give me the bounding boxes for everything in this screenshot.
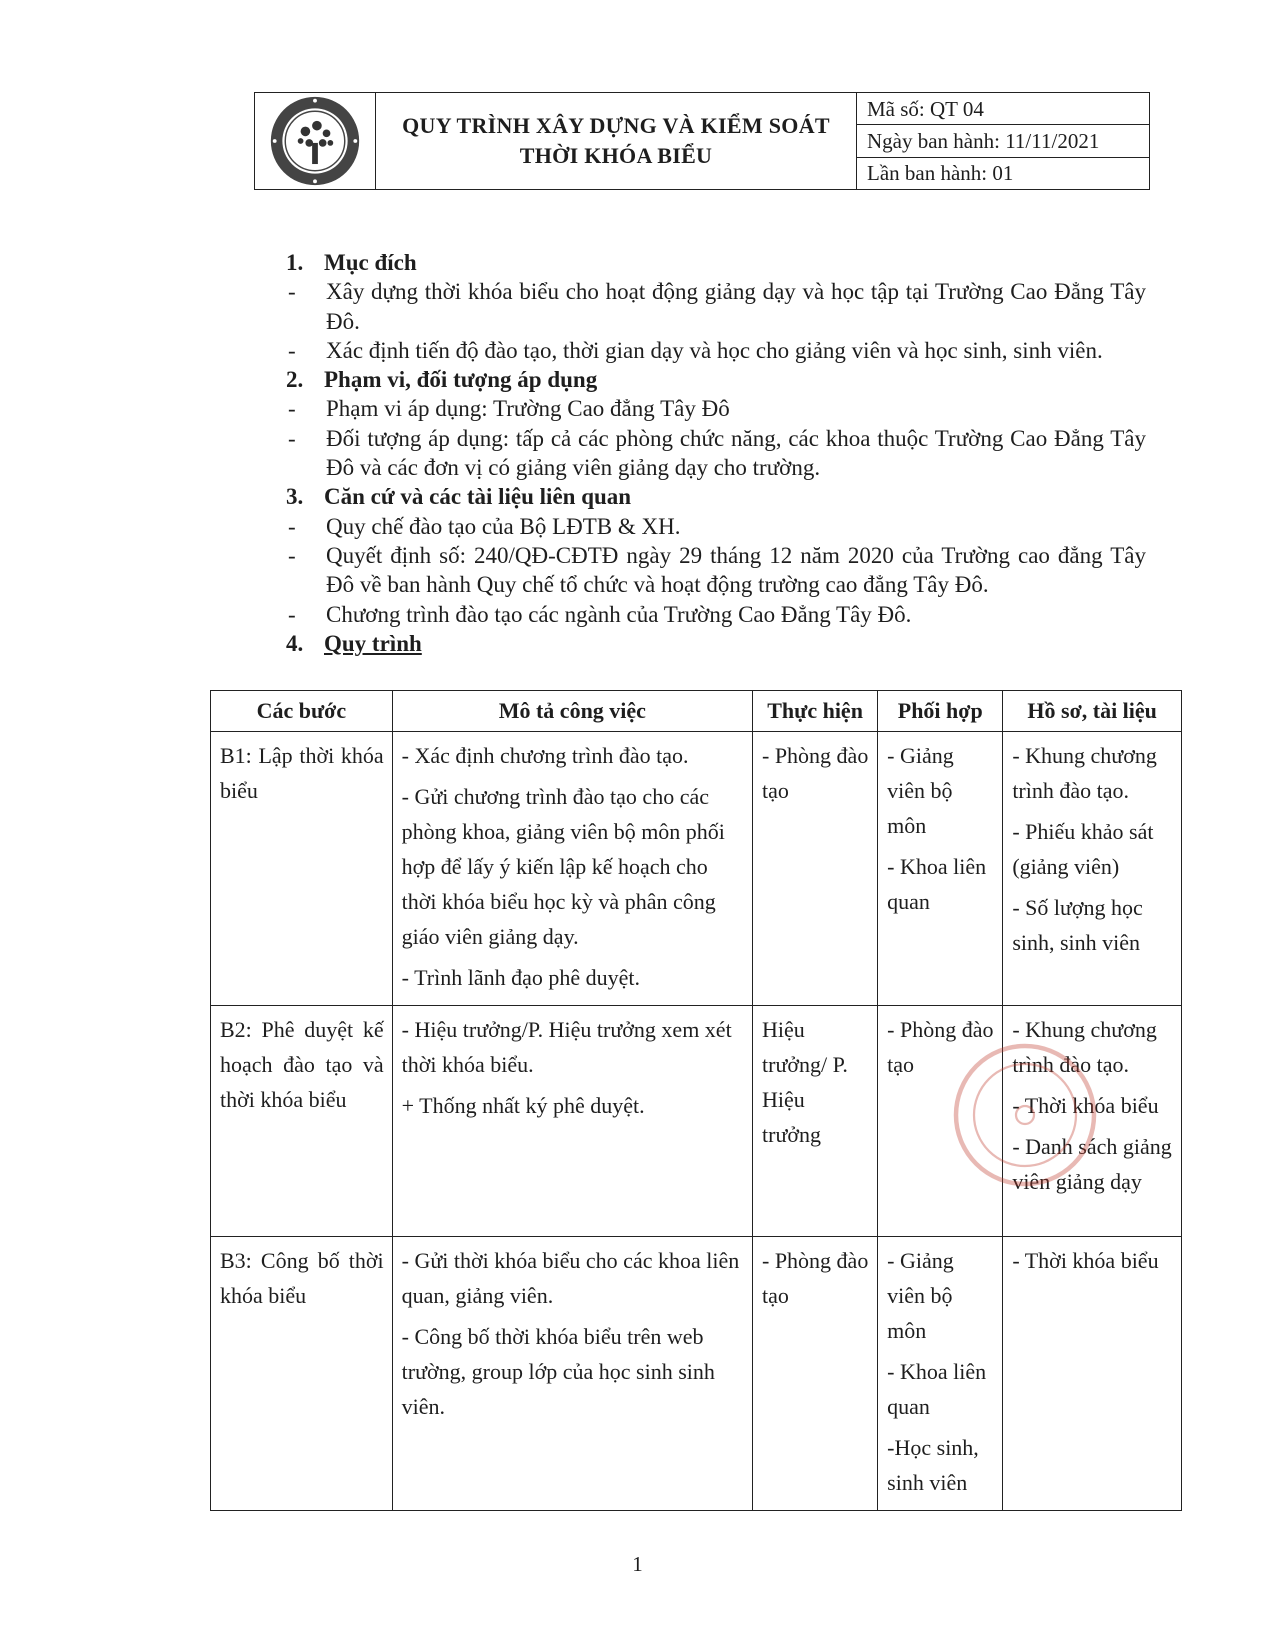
section-2-heading: 2. Phạm vi, đối tượng áp dụng: [286, 367, 598, 393]
step-cell: B2: Phê duyệt kế hoạch đào tạo và thời khóa biểu: [211, 1006, 393, 1237]
coordination-cell: - Phòng đào tạo: [878, 1006, 1003, 1237]
document-body: [286, 248, 1146, 658]
list-item: - Xác định tiến độ đào tạo, thời gian dạy và học cho giảng viên và học sinh, sinh viên.: [288, 337, 1103, 363]
list-item: - Quyết định số: 240/QĐ-CĐTĐ ngày 29 tháng 12 năm 2020 của Trường cao đẳng Tây Đô về ban hành Quy chế tổ chức và hoạt động trường cao đẳng Tây Đô.: [288, 542, 1146, 598]
table-row: [211, 732, 1182, 1006]
document-header: [254, 92, 1150, 190]
col-header-description: Mô tả công việc: [392, 691, 752, 732]
title-line-2: THỜI KHÓA BIỂU: [519, 143, 713, 168]
documents-cell: - Khung chương trình đào tạo. - Thời khóa biểu - Danh sách giảng viên giảng dạy: [1003, 1006, 1182, 1237]
school-logo-icon: [267, 93, 363, 189]
section-4-heading: 4. Quy trình: [286, 630, 422, 656]
list-item: - Quy chế đào tạo của Bộ LĐTB & XH.: [288, 513, 681, 539]
description-cell: - Xác định chương trình đào tạo. - Gửi chương trình đào tạo cho các phòng khoa, giảng viên bộ môn phối hợp để lấy ý kiến lập kế hoạch cho thời khóa biểu học kỳ và phân công giáo viên giảng dạy. - Trình lãnh đạo phê duyệt.: [392, 732, 752, 1006]
coordination-cell: - Giảng viên bộ môn - Khoa liên quan -Học sinh, sinh viên: [878, 1237, 1003, 1511]
documents-cell: - Thời khóa biểu: [1003, 1237, 1182, 1511]
list-item: - Đối tượng áp dụng: tấp cả các phòng chức năng, các khoa thuộc Trường Cao Đẳng Tây Đô và các đơn vị có giảng viên giảng dạy cho trường.: [288, 425, 1146, 481]
list-item: - Chương trình đào tạo các ngành của Trường Cao Đẳng Tây Đô.: [288, 601, 912, 627]
list-item: - Phạm vi áp dụng: Trường Cao đẳng Tây Đô: [288, 396, 730, 422]
step-cell: B3: Công bố thời khóa biểu: [211, 1237, 393, 1511]
col-header-documents: Hồ sơ, tài liệu: [1003, 691, 1182, 732]
description-cell: - Hiệu trưởng/P. Hiệu trưởng xem xét thời khóa biểu. + Thống nhất ký phê duyệt.: [392, 1006, 752, 1237]
executor-cell: - Phòng đào tạo: [753, 1237, 878, 1511]
title-line-1: QUY TRÌNH XÂY DỰNG VÀ KIỂM SOÁT: [402, 113, 830, 138]
document-title: [376, 93, 857, 190]
document-code: Mã số: QT 04: [857, 93, 1150, 125]
col-header-executor: Thực hiện: [753, 691, 878, 732]
step-cell: B1: Lập thời khóa biểu: [211, 732, 393, 1006]
process-table: [210, 690, 1182, 1511]
description-cell: - Gửi thời khóa biểu cho các khoa liên quan, giảng viên. - Công bố thời khóa biểu trên web trường, group lớp của học sinh sinh viên.: [392, 1237, 752, 1511]
list-item: - Xây dựng thời khóa biểu cho hoạt động giảng dạy và học tập tại Trường Cao Đẳng Tây Đô.: [288, 279, 1146, 334]
col-header-coordination: Phối hợp: [878, 691, 1003, 732]
table-header-row: [211, 691, 1182, 732]
section-3-heading: 3. Căn cứ và các tài liệu liên quan: [286, 484, 632, 510]
coordination-cell: - Giảng viên bộ môn - Khoa liên quan: [878, 732, 1003, 1006]
issue-date: Ngày ban hành: 11/11/2021: [857, 125, 1150, 157]
section-1-heading: 1. Mục đích: [286, 250, 417, 275]
executor-cell: - Phòng đào tạo: [753, 732, 878, 1006]
table-row: [211, 1237, 1182, 1511]
executor-cell: Hiệu trưởng/ P. Hiệu trưởng: [753, 1006, 878, 1237]
table-row: [211, 1006, 1182, 1237]
page-number: 1: [632, 1552, 643, 1576]
col-header-steps: Các bước: [211, 691, 393, 732]
revision-number: Lần ban hành: 01: [857, 157, 1150, 189]
logo-cell: [255, 93, 376, 190]
documents-cell: - Khung chương trình đào tạo. - Phiếu khảo sát (giảng viên) - Số lượng học sinh, sinh viên: [1003, 732, 1182, 1006]
